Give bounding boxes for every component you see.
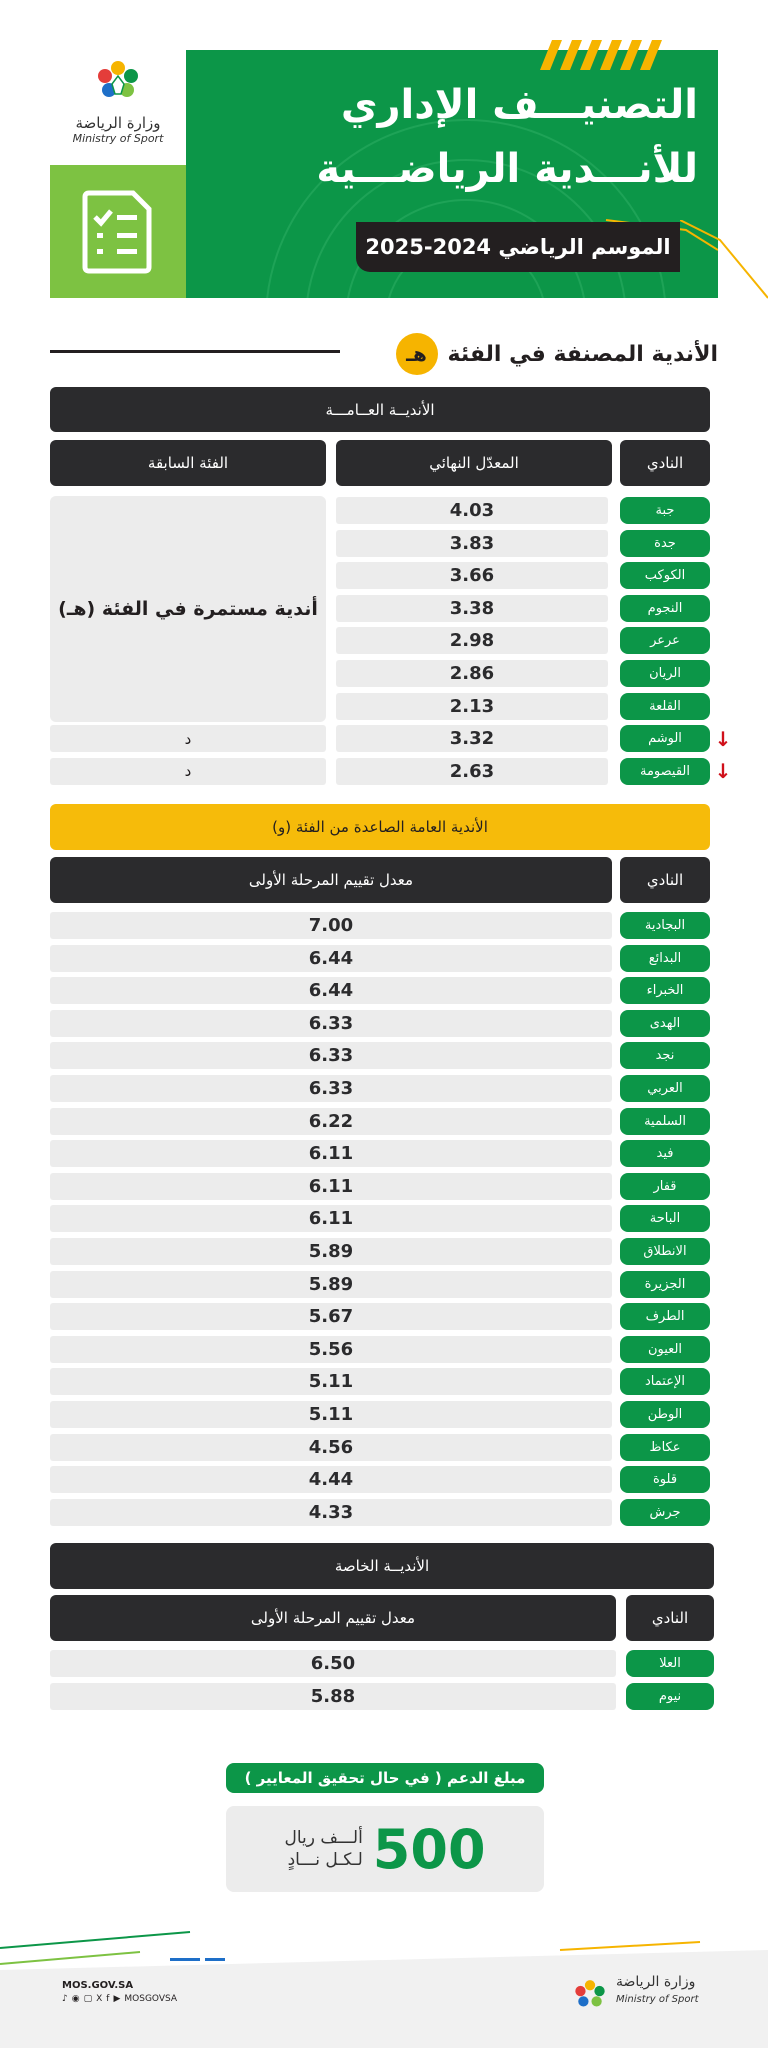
stage-rate: 6.11 [50,1205,612,1232]
club-name: عرعر [620,627,710,654]
stage-rate: 4.33 [50,1499,612,1526]
youtube-icon[interactable]: ▶ [113,1994,121,2004]
prev-category: د [50,725,326,752]
final-rate: 2.98 [336,627,608,654]
final-rate: 3.83 [336,530,608,557]
stage-rate: 6.33 [50,1010,612,1037]
stage-rate: 6.22 [50,1108,612,1135]
stage-rate: 6.11 [50,1173,612,1200]
club-name: الوشم [620,725,710,752]
category-badge: هـ [396,333,438,375]
facebook-icon[interactable]: f [106,1994,110,2004]
promoted-col-club: النادي [620,857,710,903]
club-name: فيد [620,1140,710,1167]
general-clubs-bar: الأنديــة العــامـــة [50,387,710,432]
club-name: جبة [620,497,710,524]
page-title-line2: للأنـــدية الرياضـــية [316,146,698,192]
header-checklist-panel [50,165,186,298]
stage-rate: 4.56 [50,1434,612,1461]
social-handle: MOSGOVSA [124,1994,178,2004]
club-name: نجد [620,1042,710,1069]
club-name: الكوكب [620,562,710,589]
down-arrow-icon: ↓ [714,726,732,751]
stage-rate: 6.11 [50,1140,612,1167]
club-name: نيوم [626,1683,714,1710]
club-name: الخبراء [620,977,710,1004]
club-name: القيصومة [620,758,710,785]
club-name: العربي [620,1075,710,1102]
private-col-rate: معدل تقييم المرحلة الأولى [50,1595,616,1641]
snapchat-icon[interactable]: ◉ [71,1994,80,2004]
club-name: الطرف [620,1303,710,1330]
final-rate: 2.13 [336,693,608,720]
stage-rate: 5.11 [50,1368,612,1395]
section-title [396,333,718,375]
section-title-text: الأندية المصنفة في الفئة [447,341,718,367]
stage-rate: 5.56 [50,1336,612,1363]
club-name: البدائع [620,945,710,972]
final-rate: 3.38 [336,595,608,622]
ministry-emblem-icon [88,54,148,106]
club-name: جرش [620,1499,710,1526]
general-col-club: النادي [620,440,710,486]
final-rate: 4.03 [336,497,608,524]
private-col-club: النادي [626,1595,714,1641]
footer-social [62,1994,177,2004]
tiktok-icon[interactable]: ♪ [62,1994,68,2004]
yellow-line-decoration [680,220,768,300]
stage-rate: 5.11 [50,1401,612,1428]
club-name: القلعة [620,693,710,720]
stage-rate: 6.33 [50,1075,612,1102]
section-divider [50,350,340,353]
club-name: العلا [626,1650,714,1677]
prev-category: د [50,758,326,785]
stage-rate: 5.89 [50,1271,612,1298]
general-col-final: المعدّل النهائي [336,440,612,486]
club-name: النجوم [620,595,710,622]
stage-rate: 5.88 [50,1683,616,1710]
stage-rate: 4.44 [50,1466,612,1493]
club-name: الريان [620,660,710,687]
club-name: الانطلاق [620,1238,710,1265]
x-icon[interactable]: X [96,1994,103,2004]
support-amount-box [226,1806,544,1892]
support-unit [284,1827,362,1871]
final-rate: 2.86 [336,660,608,687]
stage-rate: 7.00 [50,912,612,939]
club-name: الهدى [620,1010,710,1037]
final-rate: 3.66 [336,562,608,589]
footer-logo-english: Ministry of Sport [616,1994,699,2005]
logo-arabic-text: وزارة الرياضة [75,114,161,132]
club-name: الباحة [620,1205,710,1232]
stage-rate: 6.50 [50,1650,616,1677]
support-amount: 500 [372,1817,486,1881]
club-name: الوطن [620,1401,710,1428]
club-name: جدة [620,530,710,557]
stage-rate: 5.89 [50,1238,612,1265]
club-name: قلوة [620,1466,710,1493]
private-clubs-bar: الأنديــة الخاصة [50,1543,714,1589]
club-name: قفار [620,1173,710,1200]
support-label: مبلغ الدعم ( في حال تحقيق المعايير ) [226,1763,544,1793]
page-title-line1: التصنيـــف الإداري [340,82,698,128]
support-unit-line1: ألـــف ريال [284,1827,363,1848]
footer-emblem-icon [568,1972,612,2016]
season-label: الموسم الرياضي 2024-2025 [356,222,680,272]
club-name: البجادية [620,912,710,939]
prev-category-merged: أندية مستمرة في الفئة (هـ) [50,496,326,722]
footer-logo-arabic: وزارة الرياضة [616,1974,696,1990]
promoted-col-rate: معدل تقييم المرحلة الأولى [50,857,612,903]
ministry-logo [58,54,178,154]
club-name: الجزيرة [620,1271,710,1298]
final-rate: 3.32 [336,725,608,752]
logo-english-text: Ministry of Sport [72,132,164,145]
club-name: الإعتماد [620,1368,710,1395]
stage-rate: 6.44 [50,945,612,972]
support-unit-line2: لـكـل نـــادٍ [287,1850,363,1870]
promoted-clubs-bar: الأندية العامة الصاعدة من الفئة (و) [50,804,710,850]
stage-rate: 6.33 [50,1042,612,1069]
general-col-prev: الفئة السابقة [50,440,326,486]
club-name: العيون [620,1336,710,1363]
stage-rate: 5.67 [50,1303,612,1330]
club-name: عكاظ [620,1434,710,1461]
final-rate: 2.63 [336,758,608,785]
down-arrow-icon: ↓ [714,759,732,784]
footer-ministry-logo [568,1972,708,2016]
instagram-icon[interactable]: ▢ [83,1994,93,2004]
checklist-icon [81,189,155,275]
stage-rate: 6.44 [50,977,612,1004]
footer-url[interactable]: MOS.GOV.SA [62,1980,134,1991]
yellow-stripes-decoration [540,40,670,70]
club-name: السلمية [620,1108,710,1135]
